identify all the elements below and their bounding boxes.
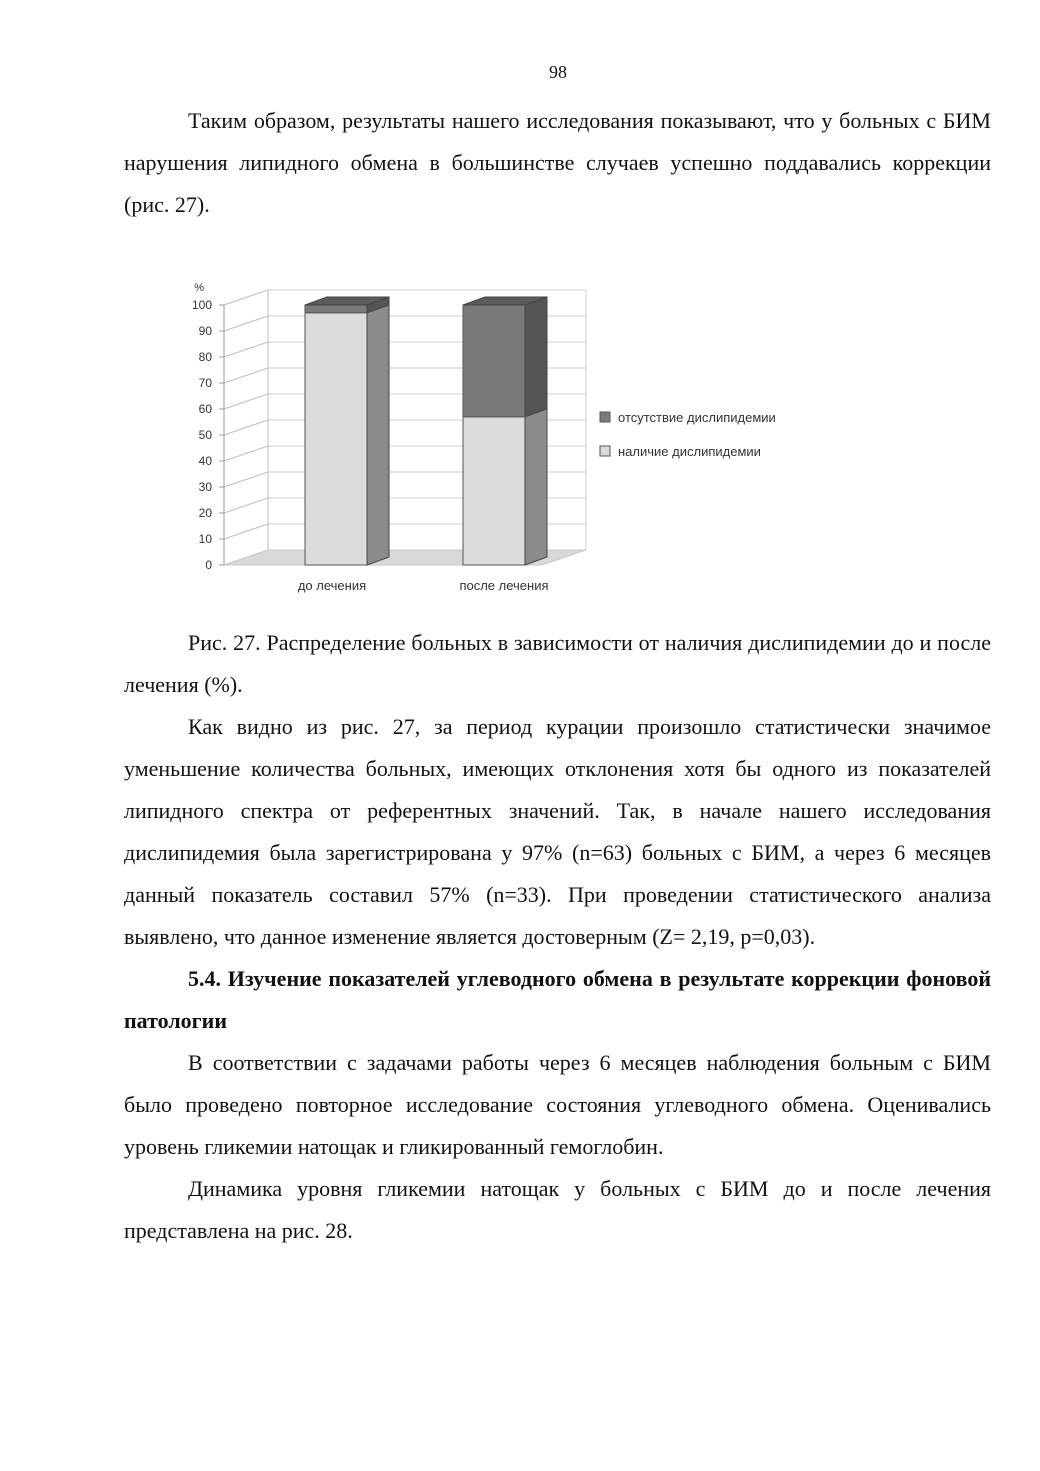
y-tick-label: 10 xyxy=(198,532,212,546)
section-paragraph: Динамика уровня гликемии натощак у больных с БИМ до и после лечения представлена на рис. 28. xyxy=(124,1176,991,1243)
legend-swatch xyxy=(600,446,610,456)
bar-segment-side xyxy=(525,297,547,417)
section-heading: 5.4. Изучение показателей углеводного обмена в результате коррекции фоновой патологии xyxy=(124,966,991,1033)
x-category-label: до лечения xyxy=(297,578,367,593)
legend-label: наличие дислипидемии xyxy=(618,444,761,459)
y-tick-label: 100 xyxy=(191,298,212,312)
bar-segment xyxy=(305,305,367,313)
bar-segment-side xyxy=(367,305,389,565)
legend-label: отсутствие дислипидемии xyxy=(618,410,776,425)
body-text xyxy=(124,706,991,1252)
section-paragraph: В соответствии с задачами работы через 6 месяцев наблюдения больным с БИМ было проведено повторное исследование состояния углеводного обмена. Оценивались уровень гликемии натощак и гликированный гемоглобин. xyxy=(124,1050,991,1159)
figure-caption-block xyxy=(124,622,991,706)
gridline-depth xyxy=(224,394,268,409)
gridline-depth xyxy=(224,368,268,383)
gridline-depth xyxy=(224,342,268,357)
y-tick-label: 30 xyxy=(198,480,212,494)
gridline-depth xyxy=(224,420,268,435)
y-tick-label: 60 xyxy=(198,402,212,416)
intro-text xyxy=(124,100,991,226)
y-tick-label: 90 xyxy=(198,324,212,338)
chart-svg xyxy=(180,280,860,600)
gridline-depth xyxy=(224,472,268,487)
y-tick-label: 20 xyxy=(198,506,212,520)
y-tick-label: 0 xyxy=(205,558,212,572)
gridline-depth xyxy=(224,498,268,513)
figure-27-chart xyxy=(180,280,860,600)
gridline-depth xyxy=(224,290,268,305)
bar-segment-side xyxy=(525,409,547,565)
gridline-depth xyxy=(224,524,268,539)
y-tick-label: 50 xyxy=(198,428,212,442)
body-paragraph: Как видно из рис. 27, за период курации произошло статистически значимое уменьшение количества больных, имеющих отклонения хотя бы одного из показателей липидного спектра от референтных значений. Так, в начале нашего исследования дислипидемия была зарегистрирована у 97% (n=63) больных с БИМ, а через 6 месяцев данный показатель составил 57% (n=33). При проведении статистического анализа выявлено, что данное изменение является достоверным (Z= 2,19, p=0,03). xyxy=(124,714,991,949)
y-tick-label: 40 xyxy=(198,454,212,468)
y-tick-label: 80 xyxy=(198,350,212,364)
intro-paragraph: Таким образом, результаты нашего исследования показывают, что у больных с БИМ нарушения липидного обмена в большинстве случаев успешно поддавались коррекции (рис. 27). xyxy=(124,108,991,217)
page-number: 98 xyxy=(549,62,567,82)
gridline-depth xyxy=(224,446,268,461)
gridline-depth xyxy=(224,316,268,331)
x-category-label: после лечения xyxy=(459,578,549,593)
bar-segment xyxy=(305,313,367,565)
y-tick-label: 70 xyxy=(198,376,212,390)
bar-segment xyxy=(463,305,525,417)
bar-segment xyxy=(463,417,525,565)
figure-caption: Рис. 27. Распределение больных в зависимости от наличия дислипидемии до и после лечения (%). xyxy=(124,630,991,697)
y-unit-label: % xyxy=(194,282,204,294)
legend-swatch xyxy=(600,412,610,422)
